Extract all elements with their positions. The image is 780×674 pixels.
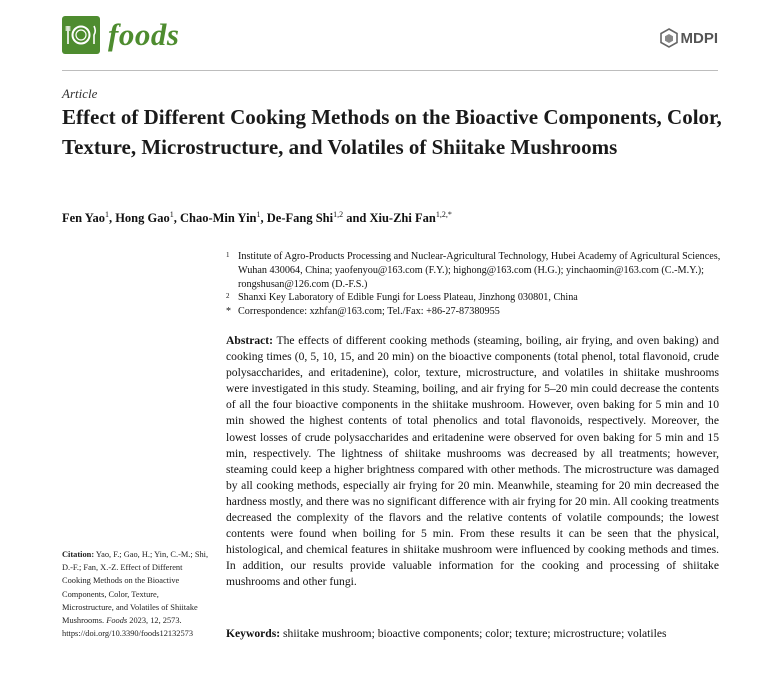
journal-logo — [62, 16, 179, 54]
citation — [62, 548, 212, 640]
plate-fork-knife-icon — [62, 16, 100, 54]
author[interactable]: Fen Yao$^1$ — [62, 210, 109, 226]
author[interactable]: Xiu-Zhi Fan$^{1,2,*}$ — [369, 210, 452, 226]
journal-name: foods — [108, 17, 180, 52]
citation-journal: Foods — [106, 616, 128, 626]
affiliation: 2 Shanxi Key Laboratory of Edible Fungi for Loess Plateau, Jinzhong 030801, China — [226, 292, 578, 304]
publisher-logo — [660, 28, 719, 48]
citation-doi[interactable]: 2023, 12, 2573. https://doi.org/10.3390/foods12132573 — [62, 616, 194, 639]
keywords-text: shiitake mushroom; bioactive components; color; texture; microstructure; volatiles — [283, 627, 667, 640]
keywords — [226, 627, 719, 640]
author[interactable]: Chao-Min Yin$^1$ — [179, 210, 261, 226]
mdpi-hexagon-icon — [660, 28, 678, 48]
correspondence: * Correspondence: xzhfan@163.com; Tel./Fax: +86-27-87380955 — [226, 306, 500, 318]
abstract — [226, 333, 719, 591]
citation-label: Citation: — [62, 550, 95, 559]
author-list: Fen Yao$^1$, Hong Gao$^1$, Chao-Min Yin$^1$, De-Fang Shi$^{1,2}$ and Xiu-Zhi Fan$^{1,2,*}$ — [62, 210, 452, 226]
header-divider — [62, 70, 718, 71]
article-type: Article — [62, 86, 98, 101]
publisher-name: MDPI — [680, 29, 718, 47]
author[interactable]: Hong Gao$^1$ — [115, 210, 174, 226]
abstract-text: The effects of different cooking methods (steaming, boiling, air frying, and oven baking) and cooking times (0, 5, 10, 15, and 20 min) on the bioactive components (total phenol, total flavonoid, crude polysaccharides, and eritadenine), color, texture, microstructure, and volatiles in shiitake mushrooms were investigated in this study. Steaming, boiling, and air frying for 5–20 min could decrease the contents of all the four bioactive components in the shiitake mushroom. However, oven baking for 5 min and 10 min showed the highest contents of total phenolics and total flavonoids, respectively. Moreover, the lowest losses of crude polysaccharides and eritadenine were observed for oven baking for 5 min and 15 min, respectively. The lightness of shiitake mushrooms was decreased by all treatments; however, steaming could keep a higher brightness compared with other methods. The microstructure was damaged by all cooking methods, especially air frying for 20 min. Meanwhile, steaming for 20 min decreased the hardness mostly, and there was no significant difference with air frying for 20 min. All cooking treatments decreased the complexity of the flavors and the relative contents of volatile compounds; the lowest contents were found when boiling for 5 min. From these results it can be seen that the physical, histological, and chemical features in shiitake mushroom were influenced by cooking methods and times. In addition, our results provide valuable information for the cooking and processing of shiitake mushrooms and other fungi. — [226, 334, 719, 589]
abstract-label: Abstract: — [226, 334, 274, 347]
keywords-label: Keywords: — [226, 627, 281, 640]
author[interactable]: De-Fang Shi$^{1,2}$ — [266, 210, 344, 226]
citation-text: Yao, F.; Gao, H.; Yin, C.-M.; Shi, D.-F.; Fan, X.-Z. Effect of Different Cooking Methods on the Bioactive Components, Color, Texture, Microstructure, and Volatiles of Shiitake Mushrooms. — [62, 550, 209, 626]
affiliation: 1 Institute of Agro-Products Processing and Nuclear-Agricultural Technology, Hubei Academy of Agricultural Sciences, Wuhan 430064, China; yaofenyou@163.com (F.Y.); highong@163.com (H.G.); yinchaomin@163.com (C.-M.Y.); rongshusan@126.com (D.-F.S.) — [226, 251, 721, 290]
article-title: Effect of Different Cooking Methods on the Bioactive Components, Color, Texture, Microstructure, and Volatiles of Shiitake Mushrooms — [62, 105, 722, 159]
affiliations — [226, 250, 726, 319]
